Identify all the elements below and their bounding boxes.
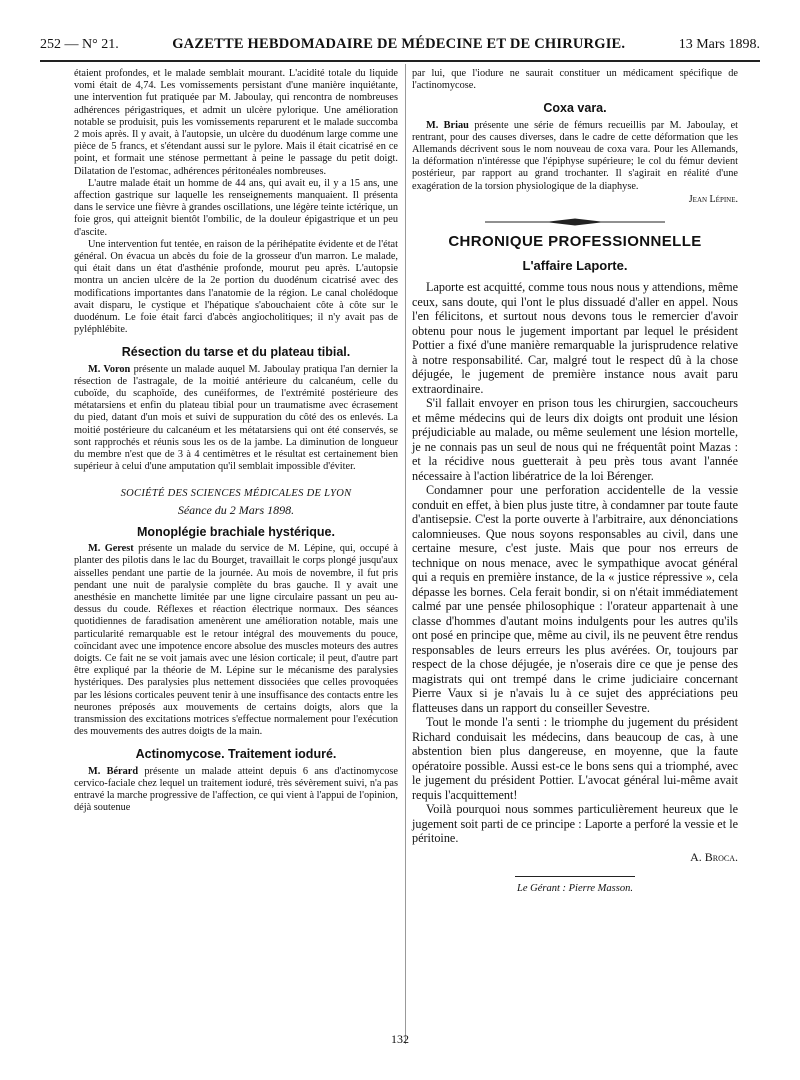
header-rule bbox=[40, 60, 760, 62]
journal-title: GAZETTE HEBDOMADAIRE DE MÉDECINE ET DE CHIRURGIE. bbox=[172, 36, 626, 52]
gerant-line: Le Gérant : Pierre Masson. bbox=[517, 883, 633, 895]
coxa-vara-text: présente une série de fémurs recueillis par M. Jaboulay, et rentrant, pour des causes diverses, dans le cadre de cette déformation que les Allemands décrivent sous le nom nouveau de coxa vara. Pour les Allemands, la déformation n'intéresse que l'épiphyse supérieure; le col du fémur devient postérieur, par rapport au grand trochanter. Il s'agirait en réalité d'une exagération de la torsion physiologique de la diaphyse. bbox=[412, 119, 739, 192]
footer-rule bbox=[515, 876, 635, 877]
issue-date: 13 Mars 1898. bbox=[678, 37, 760, 52]
actinomycose-continuation: par lui, que l'iodure ne saurait constituer un médicament spécifique de l'actinomycose. bbox=[412, 68, 738, 92]
seance-date: Séance du 2 Mars 1898. bbox=[177, 502, 295, 517]
monoplegie-speaker: M. Gerest bbox=[88, 543, 134, 555]
coxa-vara-heading: Coxa vara. bbox=[543, 101, 607, 116]
monoplegie-heading: Monoplégie brachiale hystérique. bbox=[137, 524, 335, 539]
coxa-vara-speaker: M. Briau bbox=[426, 119, 469, 131]
page-header bbox=[40, 36, 760, 58]
chronique-paragraph-1: Laporte est acquitté, comme tous nous nous y attendions, même ceux, sans doute, qui l'ont le plus dissuadé d'aller en appel. Nous l'en félicitons, et surtout nous devons tous le remercier d'avoir obtenu pour nous le jugement important par lequel le président Pottier a fixé d'une manière remarquable la jurisprudence relative à notre responsabilité. Car, malgré tout le respect dû à la chose déjugée, le jugement de première instance nous avait paru extraordinaire. bbox=[412, 280, 738, 396]
section-ornament bbox=[485, 218, 665, 226]
column-divider bbox=[405, 64, 406, 1044]
chronique-paragraph-3: Condamner pour une perforation accidentelle de la vessie conduit en effet, à bien plus juste titre, à condamner par toute faute d'antisepsie. C'est la porte ouverte à l'arbitraire, aux dénonciations calomnieuses. Que nous soyons responsables au civil, dans une certaine mesure, c'est juste. Mais que pour nos erreurs de technique on nous menace, avec le sympathique avocat général qui a requis en première instance, de la « justice répressive », cela dépasse les bornes. Cela ferait bondir, si on n'était immédiatement calmé par une pensée philosophique : l'orateur appartenait à une classe d'hommes d'autant moins indulgents pour les autres qu'ils ont posé en principe que, même au civil, ils ne peuvent être rendus responsables de leurs erreurs les plus avérées. Or, toujours par respect de la chose déjugée, je n'oserais dire ce que je pense des magistrats qui ont trempé dans le crime judiciaire concernant Pierre Vaux si je n'avais lu à ce sujet des appréciations peu flatteuses dans un rapport du conseiller Sevestre. bbox=[412, 483, 739, 715]
chronique-paragraph-4: Tout le monde l'a senti : le triomphe du jugement du président Richard conduisait les médecins, dans beaucoup de cas, à une abstention bien plus dangereuse, en moyenne, que la faute opératoire possible. Aussi est-ce le bons sens qui a triomphé, avec le jugement du président Pottier. L'avocat général lui-même avait requis l'acquittement! bbox=[412, 715, 738, 802]
resection-heading: Résection du tarse et du plateau tibial. bbox=[121, 345, 351, 360]
chronique-heading: CHRONIQUE PROFESSIONNELLE bbox=[448, 233, 702, 251]
coxa-vara-signature: Jean Lépine. bbox=[688, 193, 738, 205]
actinomycose-text: présente un malade atteint depuis 6 ans d'actinomycose cervico-faciale chez lequel un traitement ioduré, très sévèrement suivi, n'a pas entravé la marche progressive de l'affection, ce qui vient à l'appui de l'opinion, déjà soutenue bbox=[74, 765, 398, 814]
resection-text: présente un malade auquel M. Jaboulay pratiqua l'an dernier la résection de l'astragale, de la moitié antérieure du calcanéum, celle du cuboïde, du scaphoïde, des cunéiformes, de l'extrémité postérieure des métatarsiens et enfin du plateau tibial pour un traumatisme avec écrasement du pied, datant d'un mois et suivi de suppuration du côté des os enlevés. La moitié postérieure du calcanéum et les métatarsiens qui ont été conservés, se sont rapprochés et réunis sous les os de la jambe. La diminution de longueur du membre n'est que de 3 à 4 centimètres et le résultat est certainement bien supérieur à celui d'une amputation qu'il semblait impossible d'éviter. bbox=[74, 363, 398, 473]
chronique-paragraph-2: S'il fallait envoyer en prison tous les chirurgien, saccoucheurs et même médecins qui de leurs dix doigts ont produit une lésion préjudiciable au malade, ou même seulement une lésion mortelle, je ne connais pas un seul de nous qui ne fréquentât point Mazas : et la récidive nous guetterait à peu près tous avant l'année nécessaire à l'action libératrice de la loi Bérenger. bbox=[412, 396, 738, 483]
intro-paragraph-2: L'autre malade était un homme de 44 ans, qui avait eu, il y a 15 ans, une affection gastrique sur laquelle les renseignements manquaient. Il présenta dans le service une fièvre à grandes oscillations, une légère teinte ictérique, un foie gros, qui atteignit bientôt l'ombilic, de la douleur épigastrique et un peu d'ascite. bbox=[74, 177, 398, 238]
resection-speaker: M. Voron bbox=[88, 363, 131, 375]
society-heading: SOCIÉTÉ DES SCIENCES MÉDICALES DE LYON bbox=[120, 487, 352, 499]
right-column bbox=[412, 68, 738, 896]
coxa-vara-paragraph bbox=[412, 120, 738, 193]
chronique-paragraph-5: Voilà pourquoi nous sommes particulièrement heureux que le jugement soit parti de ce principe : Laporte a perforé la vessie et le péritoine. bbox=[412, 802, 738, 846]
monoplegie-paragraph bbox=[74, 543, 398, 738]
intro-paragraph-3: Une intervention fut tentée, en raison de la périhépatite évidente et de l'état général. On évacua un abcès du foie de la grosseur d'un marron. Le malade, qui était dans un état d'asthénie profonde, mourut peu après. L'autopsie montra un ancien ulcère de la 2e portion du duodénum cicatrisé avec des modifications importantes dans l'anatomie de la région. Le canal cholédoque avait disparu, le cystique et l'hépatique s'abouchaient côte à côte sur le duodénum. Le foie était farci d'abcès angiocholitiques; il n'y avait pas de pyléphlébite. bbox=[74, 238, 398, 336]
actinomycose-paragraph bbox=[74, 766, 398, 815]
chronique-signature: A. Broca. bbox=[690, 849, 738, 864]
resection-paragraph bbox=[74, 364, 398, 474]
affaire-laporte-heading: L'affaire Laporte. bbox=[522, 258, 628, 274]
page-number: 132 bbox=[391, 1032, 409, 1046]
monoplegie-text: présente un malade du service de M. Lépine, qui, occupé à planter des pilotis dans le lac du Bourget, travaillait le corps plongé jusqu'aux aisselles pendant une partie de la journée. Au mois de novembre, il fut pris pendant une nuit de paralysie complète du bras gauche. Il y avait une anesthésie en manchette limitée par une ligne circulaire passant un peu au-dessus du coude. Réflexes et réaction électrique normaux. Des séances quotidiennes de faradisation amenèrent une amélioration notable, mais une particularité remarquable est le retour intégral des mouvements du pouce, coïncidant avec une impotence encore absolue des muscles moteurs des autres doigts. Ce fait ne se voit jamais avec une lésion corticale; il peut, d'autre part être expliqué par la théorie de M. Lépine sur le mécanisme des paralysies hystériques. Des paralysies plus nettement dissociées que celles provoquées par les lésions corticales peuvent tenir à une insuffisance des contacts entre les neurones préposés aux mouvements de certains doigts, alors que la transmission des excitations motrices s'effectue normalement pour l'exécution des mouvements des autres doigts de la main. bbox=[74, 543, 398, 738]
page-indicator: 252 — N° 21. bbox=[40, 37, 119, 52]
actinomycose-speaker: M. Bérard bbox=[88, 765, 139, 777]
left-column bbox=[74, 68, 398, 814]
intro-paragraph-1: étaient profondes, et le malade semblait mourant. L'acidité totale du liquide vomi était de 4,74. Les vomissements persistant d'une manière inquiétante, une intervention fut pratiquée par M. Jaboulay, qui rencontra de nombreuses adhérences périgastriques, et admit un ulcère pylorique. Une amélioration notable se produisit, puis les vomissements reparurent et le malade succomba 2 mois après. Il y avait, à l'autopsie, un ulcère du duodénum large comme une pièce de 5 francs, et s'étendant aussi sur le pylore. Mais il était cicatrisé en ce point, et formait une sténose permettant à peine le passage du petit doigt. Dilatation de l'estomac, adhérences péritonéales nombreuses. bbox=[74, 68, 398, 177]
actinomycose-heading: Actinomycose. Traitement ioduré. bbox=[135, 747, 337, 762]
chronique-body bbox=[412, 280, 738, 864]
